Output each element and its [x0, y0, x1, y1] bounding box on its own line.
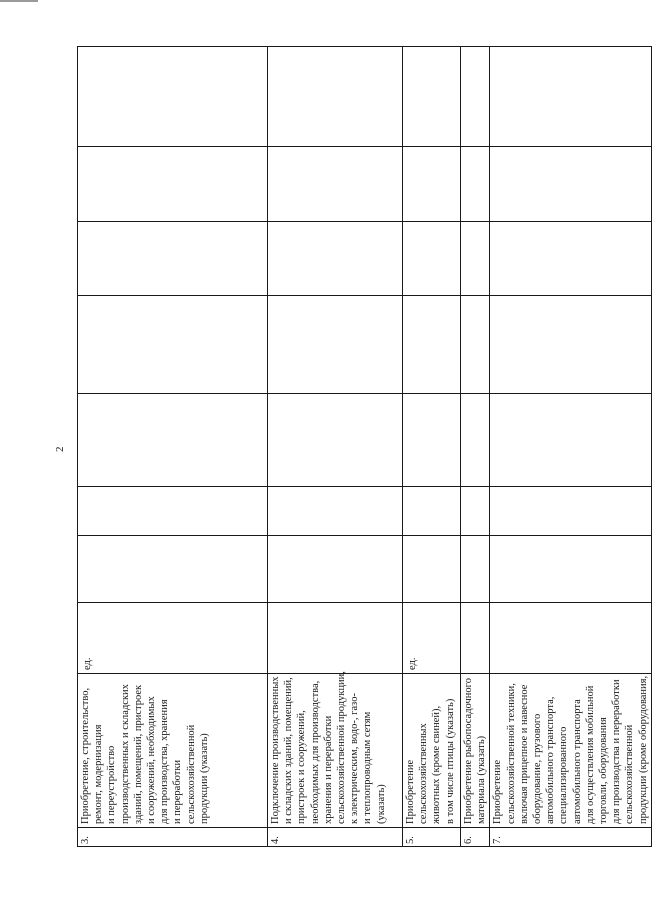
- table-cell: [268, 394, 403, 487]
- table-row: [78, 47, 268, 847]
- table-cell: [403, 47, 461, 147]
- table-cell: [78, 536, 268, 603]
- row-description: Приобретение, строительство, ремонт, модернизация и переустройство производственных и складских зданий, помещений, пристроек и сооружений, необходимых для производства, хранения и переработки сельскохозяйственной продукции (указать): [78, 674, 268, 828]
- table-cell: [490, 394, 651, 487]
- table-cell: [490, 147, 651, 222]
- table-row: [403, 47, 461, 847]
- budget-items-table: [77, 46, 652, 847]
- table-cell: [403, 296, 461, 394]
- table-cell: [403, 222, 461, 296]
- table-cell: [403, 487, 461, 536]
- row-description: Приобретение сельскохозяйственной техники, включая прицепное и навесное оборудование, грузового автомобильного транспорта, специализированного автомобильного транспорта для осуществления мобильной торговли, оборудования для производства и переработки сельскохозяйственной продукции (кроме оборудования,: [490, 674, 651, 828]
- table-row: [490, 47, 651, 847]
- table-cell: [78, 47, 268, 147]
- row-number: 4.: [268, 828, 403, 847]
- table-cell: [490, 222, 651, 296]
- table-cell: [461, 47, 490, 147]
- table-cell: [268, 487, 403, 536]
- page-number: 2: [54, 446, 66, 452]
- table-cell: [268, 47, 403, 147]
- table-cell: [490, 487, 651, 536]
- table-cell: [268, 536, 403, 603]
- row-unit: [461, 603, 490, 674]
- table-cell: [461, 222, 490, 296]
- table-cell: [78, 222, 268, 296]
- table-cell: [403, 536, 461, 603]
- row-number: 7.: [490, 828, 651, 847]
- table-cell: [461, 487, 490, 536]
- table-cell: [78, 147, 268, 222]
- row-number: 3.: [78, 828, 268, 847]
- row-description: Подключение производственных и складских зданий, помещений, пристроек и сооружений, необходимых для производства, хранения и переработки сельскохозяйственной продукции, к электрическим, водо-, газо- и теплопроводным сетям (указать): [268, 674, 403, 828]
- table-cell: [461, 296, 490, 394]
- table-cell: [268, 147, 403, 222]
- table-row: [461, 47, 490, 847]
- row-number: 5.: [403, 828, 461, 847]
- row-unit: [268, 603, 403, 674]
- table-cell: [78, 296, 268, 394]
- scan-edge-mark: [0, 0, 38, 2]
- table-cell: [490, 296, 651, 394]
- rotated-table-sheet: [77, 47, 649, 847]
- table-row: [268, 47, 403, 847]
- table-cell: [461, 536, 490, 603]
- row-number: 6.: [461, 828, 490, 847]
- row-description: Приобретение сельскохозяйственных животных (кроме свиней), в том числе птицы (указать): [403, 674, 461, 828]
- table-cell: [78, 487, 268, 536]
- table-cell: [461, 147, 490, 222]
- table-cell: [78, 394, 268, 487]
- row-unit: ед.: [403, 603, 461, 674]
- row-description: Приобретение рыбопосадочного материала (указать): [461, 674, 490, 828]
- table-cell: [403, 147, 461, 222]
- row-unit: [490, 603, 651, 674]
- table-cell: [490, 536, 651, 603]
- table-cell: [490, 47, 651, 147]
- table-cell: [268, 222, 403, 296]
- table-cell: [461, 394, 490, 487]
- row-unit: ед.: [78, 603, 268, 674]
- table-cell: [268, 296, 403, 394]
- table-cell: [403, 394, 461, 487]
